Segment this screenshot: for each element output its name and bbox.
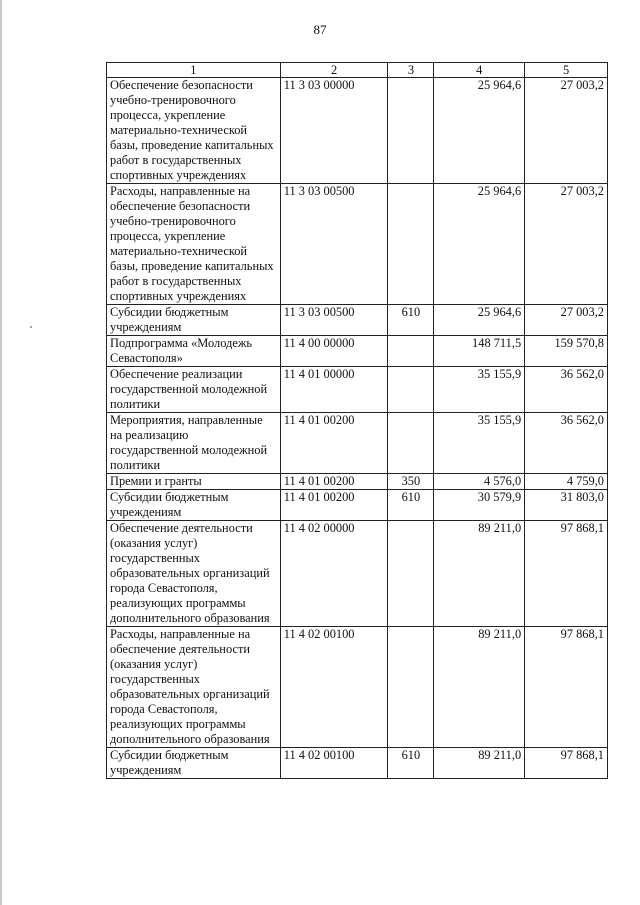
target-code-cell: 11 4 00 00000 [280, 336, 388, 367]
expense-name-cell: Обеспечение безопасности учебно-тренировочного процесса, укрепление материально-технической базы, проведение капитальных работ в государственных спортивных учреждениях [107, 78, 281, 184]
amount-col4-cell: 89 211,0 [434, 748, 525, 779]
amount-col4-cell: 35 155,9 [434, 413, 525, 474]
amount-col4-cell: 30 579,9 [434, 490, 525, 521]
scan-left-edge [0, 0, 2, 905]
amount-col4-cell: 25 964,6 [434, 305, 525, 336]
expense-type-cell: 610 [388, 305, 434, 336]
amount-col4-cell: 25 964,6 [434, 184, 525, 305]
column-header: 5 [525, 63, 608, 78]
scan-speck [30, 326, 32, 328]
expense-type-cell [388, 627, 434, 748]
expense-name-cell: Расходы, направленные на обеспечение деятельности (оказания услуг) государственных образовательных организаций города Севастополя, реализующих программы дополнительного образования [107, 627, 281, 748]
amount-col5-cell: 4 759,0 [525, 474, 608, 490]
expense-name-cell: Мероприятия, направленные на реализацию государственной молодежной политики [107, 413, 281, 474]
table-row [107, 336, 608, 367]
expense-name-cell: Расходы, направленные на обеспечение безопасности учебно-тренировочного процесса, укрепление материально-технической базы, проведение капитальных работ в государственных спортивных учреждениях [107, 184, 281, 305]
amount-col5-cell: 97 868,1 [525, 627, 608, 748]
table-row [107, 748, 608, 779]
table-row [107, 413, 608, 474]
amount-col5-cell: 159 570,8 [525, 336, 608, 367]
column-header: 3 [388, 63, 434, 78]
amount-col4-cell: 4 576,0 [434, 474, 525, 490]
table-row [107, 184, 608, 305]
expense-type-cell: 350 [388, 474, 434, 490]
amount-col5-cell: 27 003,2 [525, 184, 608, 305]
table-row [107, 474, 608, 490]
amount-col5-cell: 97 868,1 [525, 521, 608, 627]
expense-type-cell [388, 413, 434, 474]
table-row [107, 367, 608, 413]
amount-col5-cell: 27 003,2 [525, 78, 608, 184]
table-row [107, 627, 608, 748]
amount-col4-cell: 89 211,0 [434, 627, 525, 748]
table-row [107, 521, 608, 627]
target-code-cell: 11 4 02 00100 [280, 627, 388, 748]
target-code-cell: 11 4 01 00200 [280, 490, 388, 521]
target-code-cell: 11 3 03 00500 [280, 305, 388, 336]
table-row [107, 78, 608, 184]
amount-col4-cell: 35 155,9 [434, 367, 525, 413]
column-header: 2 [280, 63, 388, 78]
column-header: 1 [107, 63, 281, 78]
table-header-row [107, 63, 608, 78]
expense-type-cell [388, 521, 434, 627]
amount-col4-cell: 25 964,6 [434, 78, 525, 184]
amount-col5-cell: 36 562,0 [525, 367, 608, 413]
expense-type-cell [388, 367, 434, 413]
amount-col4-cell: 148 711,5 [434, 336, 525, 367]
target-code-cell: 11 4 01 00200 [280, 413, 388, 474]
table-row [107, 305, 608, 336]
expense-name-cell: Субсидии бюджетным учреждениям [107, 490, 281, 521]
target-code-cell: 11 4 01 00200 [280, 474, 388, 490]
amount-col5-cell: 27 003,2 [525, 305, 608, 336]
expense-type-cell [388, 184, 434, 305]
amount-col5-cell: 31 803,0 [525, 490, 608, 521]
target-code-cell: 11 4 02 00000 [280, 521, 388, 627]
table-row [107, 490, 608, 521]
expense-name-cell: Премии и гранты [107, 474, 281, 490]
target-code-cell: 11 3 03 00000 [280, 78, 388, 184]
expense-name-cell: Обеспечение деятельности (оказания услуг) государственных образовательных организаций города Севастополя, реализующих программы дополнительного образования [107, 521, 281, 627]
expense-type-cell: 610 [388, 490, 434, 521]
expense-name-cell: Субсидии бюджетным учреждениям [107, 305, 281, 336]
target-code-cell: 11 3 03 00500 [280, 184, 388, 305]
amount-col5-cell: 36 562,0 [525, 413, 608, 474]
expense-name-cell: Обеспечение реализации государственной молодежной политики [107, 367, 281, 413]
page-number: 87 [313, 22, 327, 37]
column-header: 4 [434, 63, 525, 78]
target-code-cell: 11 4 01 00000 [280, 367, 388, 413]
expense-type-cell: 610 [388, 748, 434, 779]
expense-name-cell: Субсидии бюджетным учреждениям [107, 748, 281, 779]
amount-col5-cell: 97 868,1 [525, 748, 608, 779]
expense-type-cell [388, 336, 434, 367]
budget-table [106, 62, 608, 779]
expense-name-cell: Подпрограмма «Молодежь Севастополя» [107, 336, 281, 367]
target-code-cell: 11 4 02 00100 [280, 748, 388, 779]
expense-type-cell [388, 78, 434, 184]
amount-col4-cell: 89 211,0 [434, 521, 525, 627]
